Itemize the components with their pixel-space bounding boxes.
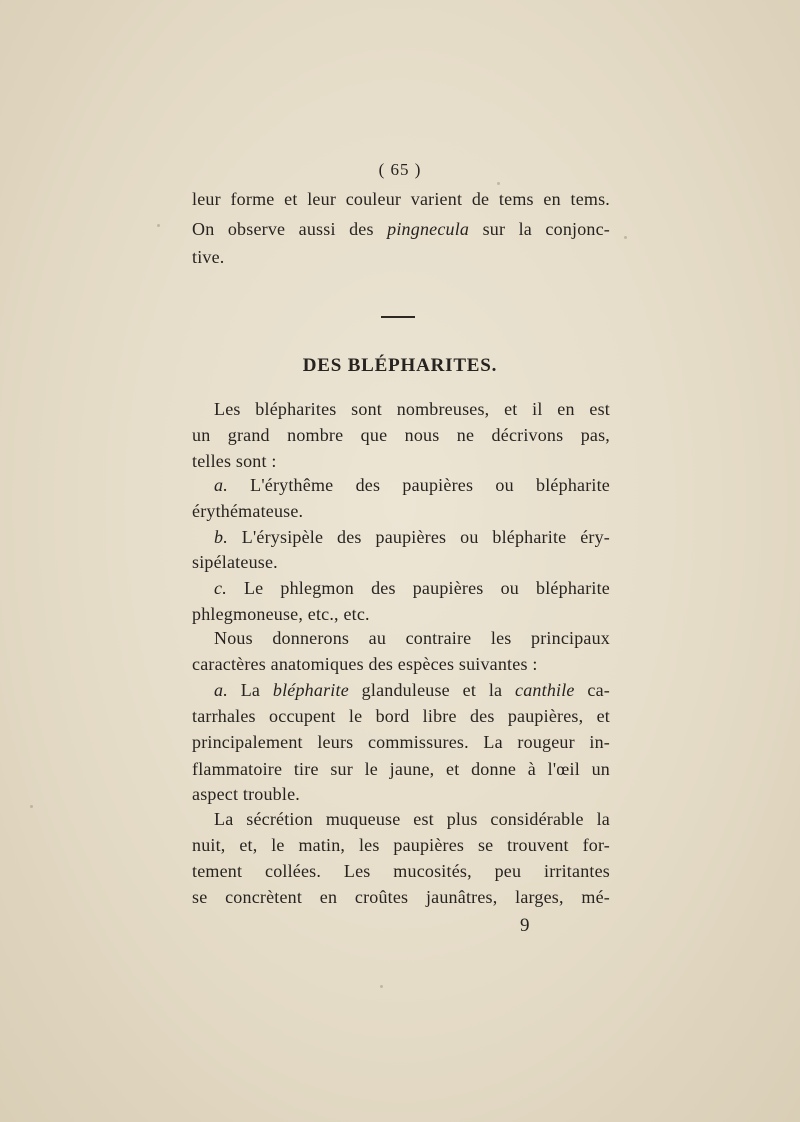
text-span: On observe aussi des (192, 219, 388, 239)
list-label: b. (214, 527, 228, 547)
signature-mark: 9 (520, 915, 530, 936)
list-label: a. (214, 680, 228, 700)
text-line: nuit, et, le matin, les paupières se trouvent for- (192, 835, 610, 855)
text-span: Le phlegmon des paupières ou blépharite (226, 578, 610, 598)
italic-term: canthile (515, 680, 575, 700)
text-line: tive. (192, 247, 225, 267)
list-label: a. (214, 475, 228, 495)
text-span: sur la conjonc- (469, 219, 611, 239)
text-line: tement collées. Les mucosités, peu irritantes (192, 861, 610, 881)
text-line: aspect trouble. (192, 784, 300, 804)
text-line: se concrètent en croûtes jaunâtres, larges, mé- (192, 887, 610, 907)
text-line: Les blépharites sont nombreuses, et il en est (214, 399, 610, 419)
text-line: leur forme et leur couleur varient de tems en tems. (192, 189, 610, 209)
text-span: La (227, 680, 273, 700)
italic-term: pingnecula (387, 219, 470, 239)
text-line: caractères anatomiques des espèces suivantes : (192, 654, 538, 674)
text-line: Nous donnerons au contraire les principaux (214, 628, 610, 648)
page-number-header: ( 65 ) (378, 160, 422, 179)
text-line (214, 679, 610, 701)
paper-speck (380, 985, 383, 988)
text-line: un grand nombre que nous ne décrivons pas, (192, 425, 610, 445)
text-line: tarrhales occupent le bord libre des paupières, et (192, 706, 610, 726)
text-span: glanduleuse et la (348, 680, 516, 700)
list-label: c. (214, 578, 227, 598)
text-line: sipélateuse. (192, 552, 278, 572)
text-span: ca- (574, 680, 610, 700)
text-line (214, 474, 610, 496)
text-line: érythémateuse. (192, 501, 304, 521)
italic-term: blépharite (272, 680, 349, 700)
paper-speck (624, 236, 627, 239)
section-divider (381, 316, 415, 318)
text-line: telles sont : (192, 451, 277, 471)
text-span: L'érythême des paupières ou blépharite (227, 475, 610, 495)
text-line (214, 526, 610, 548)
section-title: DES BLÉPHARITES. (302, 355, 498, 376)
text-line (214, 577, 610, 599)
text-line: principalement leurs commissures. La rougeur in- (192, 732, 610, 752)
text-line (192, 218, 610, 240)
paper-speck (30, 805, 33, 808)
paper-speck (157, 224, 160, 227)
text-line: flammatoire tire sur le jaune, et donne à l'œil un (192, 759, 610, 779)
text-span: L'érysipèle des paupières ou blépharite éry- (227, 527, 610, 547)
text-line: phlegmoneuse, etc., etc. (192, 604, 370, 624)
text-line: La sécrétion muqueuse est plus considérable la (214, 809, 610, 829)
paper-speck (497, 182, 500, 185)
